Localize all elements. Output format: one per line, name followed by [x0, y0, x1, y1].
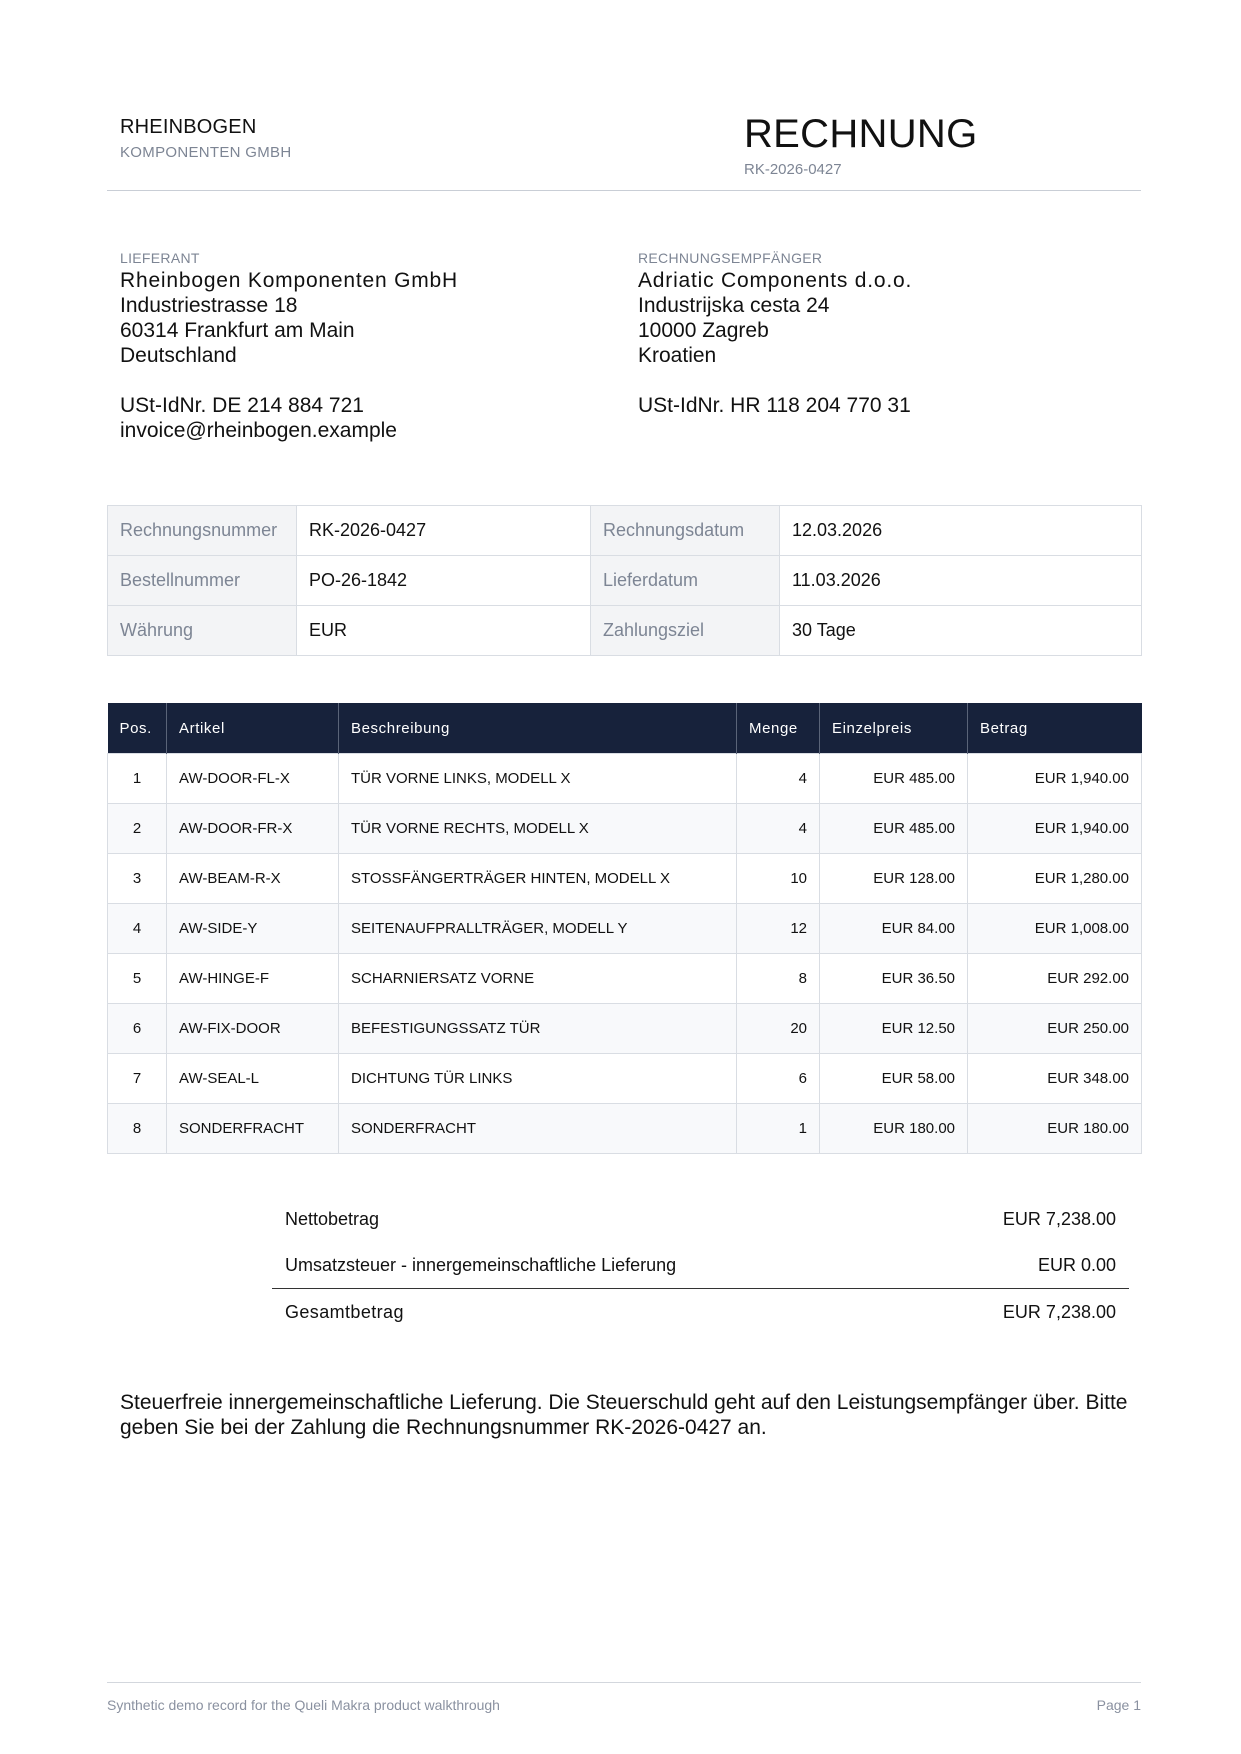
meta-value: 11.03.2026: [780, 556, 1142, 606]
table-row: [108, 1004, 1142, 1054]
company-name: RHEINBOGEN: [120, 116, 257, 138]
col-header-unit-price: Einzelpreis: [820, 703, 968, 754]
grand-total-label: Gesamtbetrag: [285, 1302, 404, 1322]
supplier-vat-id: USt-IdNr. DE 214 884 721: [120, 394, 364, 417]
recipient-country: Kroatien: [638, 344, 717, 367]
col-header-article: Artikel: [167, 703, 339, 754]
item-quantity: 6: [737, 1054, 820, 1104]
item-unit-price: EUR 485.00: [820, 804, 968, 854]
table-row: [108, 1054, 1142, 1104]
tax-label: Umsatzsteuer - innergemeinschaftliche Lieferung: [285, 1255, 677, 1275]
item-amount: EUR 1,940.00: [968, 804, 1142, 854]
supplier-label: LIEFERANT: [120, 250, 200, 266]
item-amount: EUR 292.00: [968, 954, 1142, 1004]
item-description: TÜR VORNE RECHTS, MODELL X: [339, 804, 737, 854]
col-header-amount: Betrag: [968, 703, 1142, 754]
page-footer: [107, 1682, 1141, 1713]
item-pos: 1: [108, 754, 167, 804]
line-items-header: [108, 703, 1142, 754]
supplier-block: [120, 250, 600, 443]
col-header-pos: Pos.: [108, 703, 167, 754]
item-pos: 5: [108, 954, 167, 1004]
item-unit-price: EUR 128.00: [820, 854, 968, 904]
item-pos: 3: [108, 854, 167, 904]
item-amount: EUR 1,008.00: [968, 904, 1142, 954]
invoice-header: [107, 0, 1141, 191]
table-row: [108, 854, 1142, 904]
recipient-city: 10000 Zagreb: [638, 319, 769, 342]
net-total-value: EUR 7,238.00: [1002, 1209, 1116, 1229]
item-amount: EUR 250.00: [968, 1004, 1142, 1054]
table-row: [108, 904, 1142, 954]
meta-key: Währung: [108, 606, 297, 656]
item-article: AW-HINGE-F: [167, 954, 339, 1004]
invoice-meta-table: [107, 505, 1142, 656]
supplier-name: Rheinbogen Komponenten GmbH: [120, 269, 458, 292]
item-article: AW-DOOR-FL-X: [167, 754, 339, 804]
item-unit-price: EUR 58.00: [820, 1054, 968, 1104]
company-subtitle: KOMPONENTEN GMBH: [120, 144, 292, 161]
meta-key: Lieferdatum: [591, 556, 780, 606]
supplier-street: Industriestrasse 18: [120, 294, 298, 317]
meta-row: [108, 556, 1142, 606]
item-unit-price: EUR 180.00: [820, 1104, 968, 1154]
supplier-email: invoice@rheinbogen.example: [120, 419, 397, 442]
recipient-name: Adriatic Components d.o.o.: [638, 269, 913, 292]
item-article: AW-BEAM-R-X: [167, 854, 339, 904]
meta-key: Zahlungsziel: [591, 606, 780, 656]
meta-value: RK-2026-0427: [297, 506, 591, 556]
meta-value: 30 Tage: [780, 606, 1142, 656]
item-pos: 8: [108, 1104, 167, 1154]
grand-total-row: [272, 1288, 1129, 1335]
item-amount: EUR 1,280.00: [968, 854, 1142, 904]
item-quantity: 1: [737, 1104, 820, 1154]
item-unit-price: EUR 36.50: [820, 954, 968, 1004]
table-row: [108, 754, 1142, 804]
tax-row: [272, 1242, 1129, 1288]
recipient-block: [638, 250, 1118, 418]
item-description: SONDERFRACHT: [339, 1104, 737, 1154]
item-article: AW-SIDE-Y: [167, 904, 339, 954]
item-article: AW-FIX-DOOR: [167, 1004, 339, 1054]
item-description: STOSSFÄNGERTRÄGER HINTEN, MODELL X: [339, 854, 737, 904]
tax-note: Steuerfreie innergemeinschaftliche Lieferung. Die Steuerschuld geht auf den Leistungsempfänger über. Bitte geben Sie bei der Zahlung die Rechnungsnummer RK-2026-0427 an.: [120, 1391, 1128, 1439]
supplier-country: Deutschland: [120, 344, 237, 367]
item-pos: 7: [108, 1054, 167, 1104]
line-items-table: [107, 703, 1142, 1154]
meta-key: Rechnungsdatum: [591, 506, 780, 556]
item-quantity: 10: [737, 854, 820, 904]
document-title: RECHNUNG: [744, 112, 978, 156]
meta-value: PO-26-1842: [297, 556, 591, 606]
meta-value: 12.03.2026: [780, 506, 1142, 556]
item-pos: 4: [108, 904, 167, 954]
meta-row: [108, 506, 1142, 556]
supplier-city: 60314 Frankfurt am Main: [120, 319, 355, 342]
grand-total-value: EUR 7,238.00: [1002, 1302, 1116, 1322]
item-pos: 2: [108, 804, 167, 854]
item-quantity: 8: [737, 954, 820, 1004]
item-amount: EUR 1,940.00: [968, 754, 1142, 804]
net-total-label: Nettobetrag: [285, 1209, 380, 1229]
item-article: AW-SEAL-L: [167, 1054, 339, 1104]
item-unit-price: EUR 485.00: [820, 754, 968, 804]
meta-key: Bestellnummer: [108, 556, 297, 606]
tax-value: EUR 0.00: [1037, 1255, 1116, 1275]
item-amount: EUR 348.00: [968, 1054, 1142, 1104]
item-quantity: 4: [737, 804, 820, 854]
recipient-label: RECHNUNGSEMPFÄNGER: [638, 250, 823, 266]
col-header-description: Beschreibung: [339, 703, 737, 754]
table-row: [108, 1104, 1142, 1154]
item-description: TÜR VORNE LINKS, MODELL X: [339, 754, 737, 804]
item-quantity: 12: [737, 904, 820, 954]
item-description: DICHTUNG TÜR LINKS: [339, 1054, 737, 1104]
recipient-vat-id: USt-IdNr. HR 118 204 770 31: [638, 394, 911, 417]
meta-row: [108, 606, 1142, 656]
item-pos: 6: [108, 1004, 167, 1054]
page-number: Page 1: [1096, 1697, 1141, 1713]
item-description: SCHARNIERSATZ VORNE: [339, 954, 737, 1004]
item-article: SONDERFRACHT: [167, 1104, 339, 1154]
item-unit-price: EUR 12.50: [820, 1004, 968, 1054]
item-quantity: 20: [737, 1004, 820, 1054]
item-quantity: 4: [737, 754, 820, 804]
totals-block: [272, 1196, 1129, 1335]
meta-key: Rechnungsnummer: [108, 506, 297, 556]
col-header-quantity: Menge: [737, 703, 820, 754]
item-unit-price: EUR 84.00: [820, 904, 968, 954]
document-number: RK-2026-0427: [744, 161, 842, 178]
footer-disclaimer: Synthetic demo record for the Queli Makra product walkthrough: [107, 1697, 500, 1713]
recipient-street: Industrijska cesta 24: [638, 294, 830, 317]
meta-value: EUR: [297, 606, 591, 656]
table-row: [108, 954, 1142, 1004]
item-article: AW-DOOR-FR-X: [167, 804, 339, 854]
item-description: BEFESTIGUNGSSATZ TÜR: [339, 1004, 737, 1054]
net-total-row: [272, 1196, 1129, 1242]
item-description: SEITENAUFPRALLTRÄGER, MODELL Y: [339, 904, 737, 954]
item-amount: EUR 180.00: [968, 1104, 1142, 1154]
invoice-page: [107, 0, 1141, 1754]
table-row: [108, 804, 1142, 854]
